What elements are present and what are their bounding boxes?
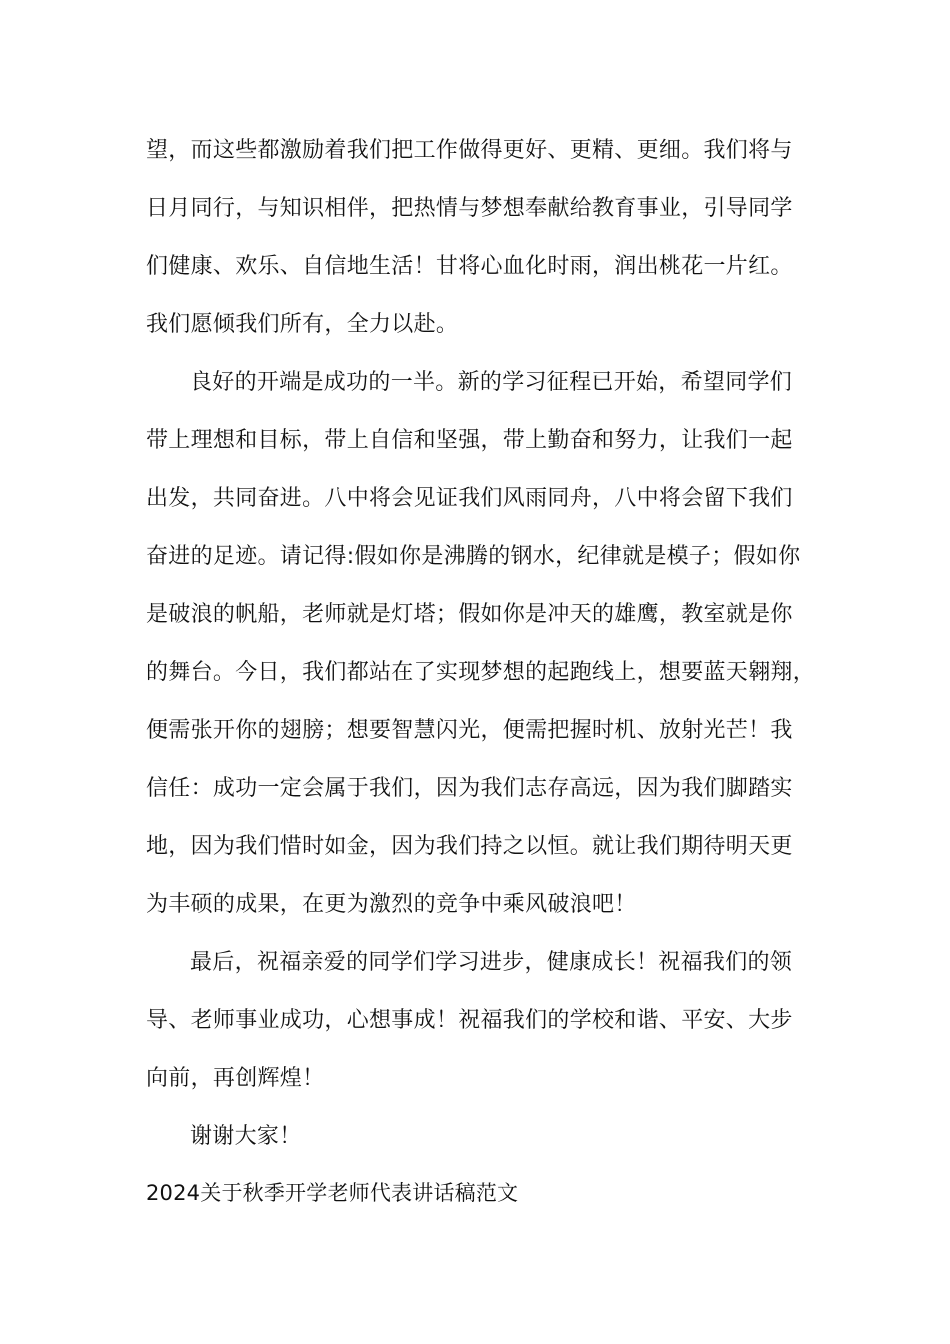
paragraph-line: 出发，共同奋进。八中将会见证我们风雨同舟，八中将会留下我们 [146, 486, 793, 511]
next-article-title: 2024关于秋季开学老师代表讲话稿范文 [146, 1181, 519, 1205]
paragraph-line: 们健康、欢乐、自信地生活！甘将心血化时雨，润出桃花一片红。 [146, 254, 793, 279]
paragraph-line: 日月同行，与知识相伴，把热情与梦想奉献给教育事业，引导同学 [146, 196, 793, 221]
paragraph-line: 向前，再创辉煌！ [146, 1066, 325, 1091]
paragraph-line: 望，而这些都激励着我们把工作做得更好、更精、更细。我们将与 [146, 138, 793, 163]
paragraph-line: 带上理想和目标，带上自信和坚强，带上勤奋和努力，让我们一起 [146, 428, 793, 453]
paragraph-line: 信任：成功一定会属于我们，因为我们志存高远，因为我们脚踏实 [146, 776, 793, 801]
paragraph-line: 谢谢大家！ [190, 1124, 302, 1149]
paragraph-line: 是破浪的帆船，老师就是灯塔；假如你是冲天的雄鹰，教室就是你 [146, 602, 793, 627]
paragraph-line: 奋进的足迹。请记得:假如你是沸腾的钢水，纪律就是模子；假如你 [146, 544, 801, 569]
paragraph-line: 地，因为我们惜时如金，因为我们持之以恒。就让我们期待明天更 [146, 834, 793, 859]
paragraph-line: 最后，祝福亲爱的同学们学习进步，健康成长！祝福我们的领 [190, 950, 793, 975]
paragraph-line: 导、老师事业成功，心想事成！祝福我们的学校和谐、平安、大步 [146, 1008, 793, 1033]
paragraph-line: 为丰硕的成果，在更为激烈的竞争中乘风破浪吧！ [146, 892, 637, 917]
paragraph-line: 我们愿倾我们所有，全力以赴。 [146, 312, 459, 337]
paragraph-line: 良好的开端是成功的一半。新的学习征程已开始，希望同学们 [190, 370, 793, 395]
paragraph-line: 便需张开你的翅膀；想要智慧闪光，便需把握时机、放射光芒！我 [146, 718, 793, 743]
paragraph-line: 的舞台。今日，我们都站在了实现梦想的起跑线上，想要蓝天翱翔， [146, 660, 816, 685]
